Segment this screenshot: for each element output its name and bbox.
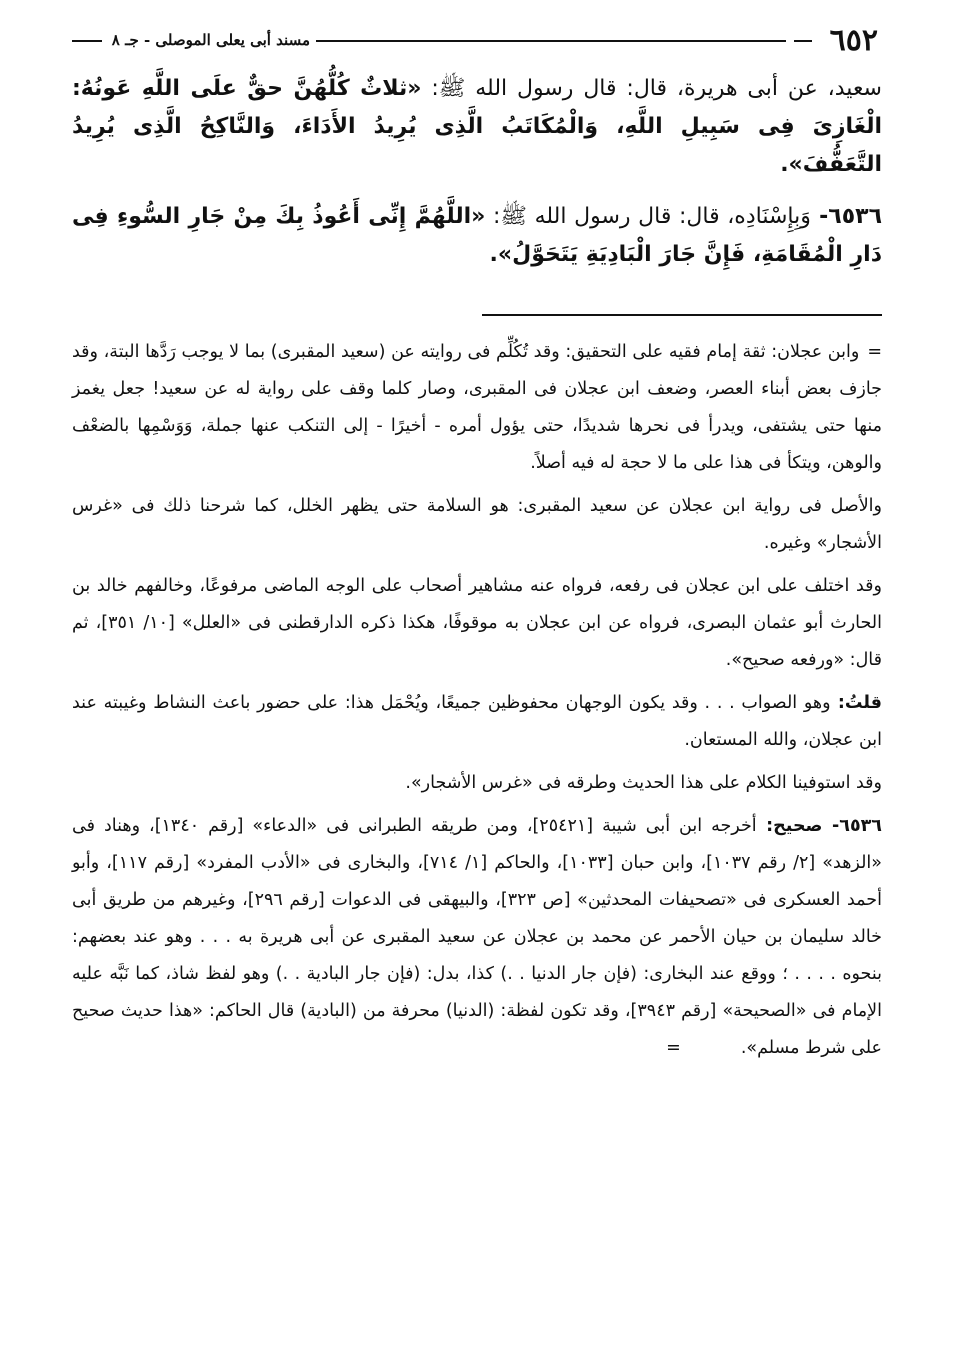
footnotes [72, 334, 882, 1073]
running-title: مسند أبى يعلى الموصلى - جـ ٨ [111, 31, 310, 49]
page-header [72, 22, 882, 62]
header-rule [316, 40, 786, 42]
header-rule-left [72, 40, 102, 42]
footnote-paragraph: وقد اختلف على ابن عجلان فى رفعه، فرواه عنه مشاهير أصحاب على الوجه الماضى مرفوعًا، وخالفهم خالد بن الحارث أبو عثمان البصرى، فرواه عن ابن عجلان به موقوفًا، هكذا ذكره الدارقطنى فى «العلل» [١٠/ ٣٥١]، ثم قال: «ورفعه صحيح». [72, 576, 882, 670]
hadith-intro: وَبِإِسْنَادِه، قال: قال رسول الله ﷺ: [485, 204, 811, 229]
hadith-number: ٦٥٣٦- [822, 816, 882, 836]
hadith-matn: «اللَّهُمَّ إِنِّى أَعُوذُ بِكَ مِنْ جَارِ السُّوءِ فِى دَارِ الْمُقَامَةِ، فَإِنَّ جَارَ الْبَادِيَةِ يَتَحَوَّلُ». [72, 204, 882, 267]
hadith-6535-text [72, 70, 882, 184]
header-dash [794, 40, 812, 42]
hadith-number: ٦٥٣٦- [810, 204, 883, 229]
footnote-text: وابن عجلان: ثقة إمام فقيه على التحقيق: وقد تُكُلِّم فى روايته عن (سعيد المقبرى) بما لا يوجب رَدَّها البتة، وقد جازف بعض أبناء العصر، وضعف ابن عجلان فى المقبرى، وصار كلما وقف على رواية له عن سعيد! جعل يغمز منها حتى يشتفى، ويدرأ فى نحرها شديدًا، حتى يؤول أمره - أخيرًا - إلى التنكب عنها جملة، وَوَسْمِها بالضعْف والوهن، ويتكأ فى هذا على ما لا حجة له فيه أصلاً. [72, 342, 882, 473]
hadith-intro: سعيد، عن أبى هريرة، قال: قال رسول الله ﷺ: [421, 76, 882, 101]
main-text [72, 70, 882, 274]
hadith-6536-text [72, 198, 882, 274]
page-number: ٦٥٢ [829, 23, 878, 58]
footnote-paragraph [72, 334, 882, 482]
footnote-paragraph [72, 685, 882, 759]
grade-label: صحيح: [756, 816, 823, 836]
qultu-label: قلتُ: [830, 693, 882, 713]
footnote-text: أخرجه ابن أبى شيبة [٢٥٤٢١]، ومن طريقه الطبرانى فى «الدعاء» [رقم ١٣٤٠]، وهناد فى «الزهد» [٢/ رقم ١٠٣٧]، وابن حبان [١٠٣٣]، والحاكم [١/ ٧١٤]، والبخارى فى «الأدب المفرد» [رقم ١١٧]، وأبو أحمد العسكرى فى «تصحيفات المحدثين» [ص ٣٢٣]، والبيهقى فى الدعوات [رقم ٢٩٦]، وغيرهم من طريق أبى خالد سليمان بن حيان الأحمر عن محمد بن عجلان عن سعيد المقبرى عن أبى هريرة به . . . وهو عند بعضهم: بنحوه . . . . ؛ ووقع عند البخارى: (فإن جار الدنيا . .) كذا، بدل: (فإن جار البادية . .) وهو لفظ شاذ، كما نَبَّه عليه الإمام فى «الصحيحة» [رقم ٣٩٤٣]، وقد تكون لفظة: (الدنيا) محرفة من (البادية) قال الحاكم: «هذا حديث صحيح على شرط مسلم». [72, 816, 882, 1058]
footnote-paragraph: والأصل فى رواية ابن عجلان عن سعيد المقبرى: هو السلامة حتى يظهر الخلل، كما شرحنا ذلك فى «غرس الأشجار» وغيره. [72, 496, 882, 553]
continuation-mark: = [867, 342, 882, 362]
footnote-paragraph: وقد استوفينا الكلام على هذا الحديث وطرقه فى «غرس الأشجار». [405, 773, 882, 793]
footnote-divider [482, 314, 882, 316]
hadith-matn: «ثلاثٌ كُلُّهُنَّ حقٌّ علَى اللَّهِ عَونُهُ: الْغَازِىَ فِى سَبِيلِ اللَّهِ، وَالْمُكَاتَبُ الَّذِى يُرِيدُ الأَدَاءَ، وَالنَّاكِحُ الَّذِى يُرِيدُ التَّعَفُّفَ». [72, 76, 882, 177]
footnote-takhrij [72, 808, 882, 1067]
continuation-mark: = [666, 1038, 681, 1058]
footnote-text: وهو الصواب . . . وقد يكون الوجهان محفوظين جميعًا، ويُحْمَل هذا: على حضور باعث النشاط وغيبته عند ابن عجلان، والله المستعان. [72, 693, 882, 750]
